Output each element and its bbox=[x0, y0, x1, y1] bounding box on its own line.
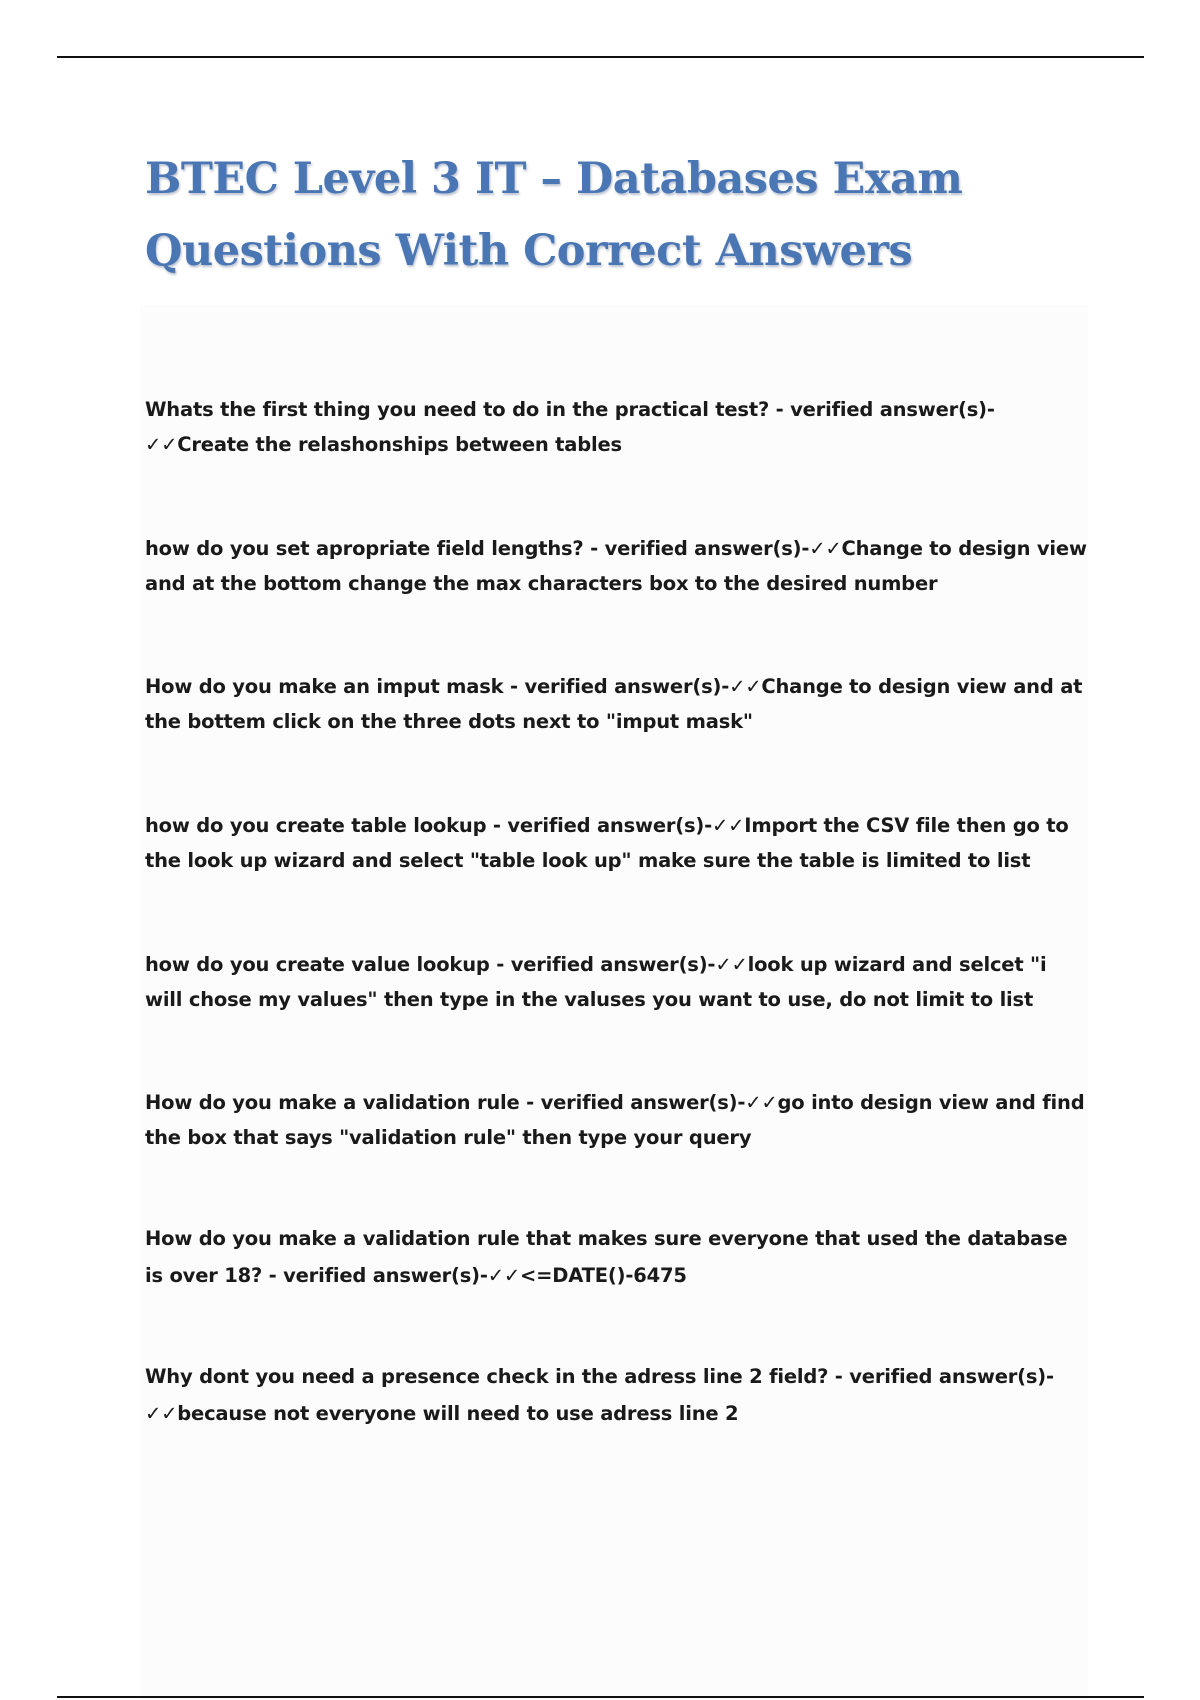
question-text: Whats the first thing you need to do in the practical test? - verified answer(s)- bbox=[145, 398, 995, 421]
answer-text: Change to design view and at the bottom change the max characters box to the desired number bbox=[145, 537, 1087, 595]
qa-item bbox=[145, 1220, 1090, 1294]
qa-item bbox=[145, 531, 1090, 601]
question-text: How do you make a validation rule that makes sure everyone that used the database is over 18? - verified answer(s)- bbox=[145, 1227, 1068, 1287]
double-check-icon: ✓✓ bbox=[809, 537, 842, 560]
answer-text: Change to design view and at the bottem click on the three dots next to "imput mask" bbox=[145, 675, 1083, 733]
answer-text: look up wizard and selcet "i will chose my values" then type in the valuses you want to use, do not limit to list bbox=[145, 953, 1047, 1011]
qa-item bbox=[145, 669, 1090, 739]
question-text: how do you create table lookup - verified answer(s)- bbox=[145, 814, 713, 837]
top-rule bbox=[57, 56, 1144, 58]
answer-text: Import the CSV file then go to the look up wizard and select "table look up" make sure the table is limited to list bbox=[145, 814, 1069, 872]
bottom-rule bbox=[57, 1696, 1144, 1698]
double-check-icon: ✓✓ bbox=[145, 1402, 178, 1425]
answer-text: because not everyone will need to use adress line 2 bbox=[177, 1402, 739, 1425]
answer-text: <=DATE()-6475 bbox=[520, 1264, 687, 1287]
question-text: How do you make a validation rule - verified answer(s)- bbox=[145, 1091, 746, 1114]
question-text: how do you set apropriate field lengths? - verified answer(s)- bbox=[145, 537, 810, 560]
qa-item bbox=[145, 1358, 1090, 1432]
double-check-icon: ✓✓ bbox=[712, 814, 745, 837]
qa-item bbox=[145, 392, 1090, 462]
qa-item bbox=[145, 808, 1090, 878]
question-text: How do you make an imput mask - verified answer(s)- bbox=[145, 675, 730, 698]
double-check-icon: ✓✓ bbox=[715, 953, 748, 976]
qa-item bbox=[145, 947, 1090, 1017]
question-text: Why dont you need a presence check in the adress line 2 field? - verified answer(s)- bbox=[145, 1365, 1054, 1388]
double-check-icon: ✓✓ bbox=[487, 1264, 521, 1287]
double-check-icon: ✓✓ bbox=[745, 1091, 778, 1114]
double-check-icon: ✓✓ bbox=[145, 433, 178, 456]
double-check-icon: ✓✓ bbox=[729, 675, 762, 698]
answer-text: go into design view and find the box that says "validation rule" then type your query bbox=[145, 1091, 1085, 1149]
answer-text: Create the relashonships between tables bbox=[177, 433, 622, 456]
question-text: how do you create value lookup - verified answer(s)- bbox=[145, 953, 716, 976]
qa-item bbox=[145, 1085, 1090, 1155]
document-title: BTEC Level 3 IT – Databases Exam Questions With Correct Answers bbox=[145, 154, 963, 276]
